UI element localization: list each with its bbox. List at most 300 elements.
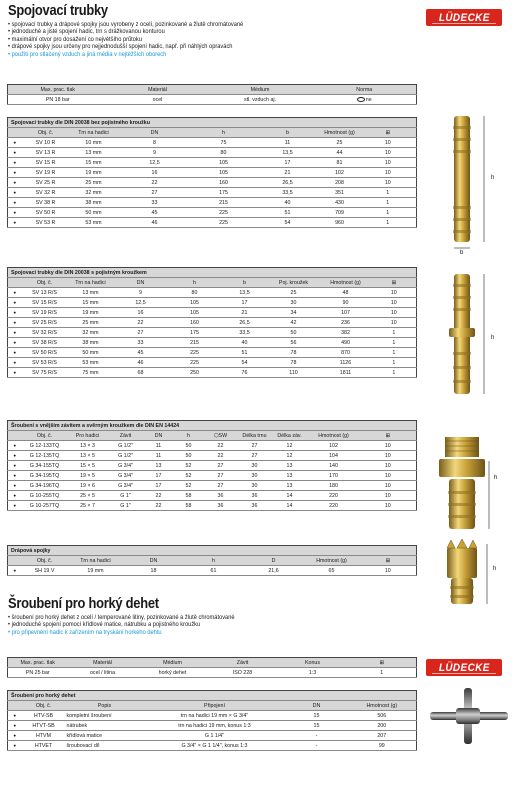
table-cell: 11 xyxy=(144,441,174,451)
feature-item: • jednoduché spojení pomocí křídlové matice, nátrubku a pojistného kroužku xyxy=(8,621,235,628)
col-header: h xyxy=(174,431,204,441)
table-row xyxy=(8,158,417,168)
table-cell: 33 xyxy=(118,198,192,208)
table-row xyxy=(8,338,417,348)
table-cell: SV 10 R xyxy=(22,138,70,148)
table-cell: SV 38 R xyxy=(22,198,70,208)
table-row xyxy=(8,368,417,378)
dim-h-label: h xyxy=(493,566,497,572)
col-header: h xyxy=(192,128,256,138)
table-row xyxy=(8,441,417,451)
table-cell: G 3/4" xyxy=(108,481,144,491)
table-cell: 30 xyxy=(268,298,320,308)
table-cell: 19 × 5 xyxy=(68,471,108,481)
dim-h-label: h xyxy=(491,175,495,181)
bullet-dot-icon xyxy=(8,318,22,328)
table-row xyxy=(8,308,417,318)
table-cell: 21 xyxy=(256,168,320,178)
table-caption: Spojovací trubky dle DIN 20038 s pojistným kroužkem xyxy=(8,268,417,278)
table-cell: G 1/2" xyxy=(108,451,144,461)
table-cell: 21,6 xyxy=(244,566,304,576)
table-cell: SV 50 R xyxy=(22,208,70,218)
table-cell: 25 xyxy=(320,138,360,148)
dim-h-label: h xyxy=(494,475,498,481)
table-cell: SV 32 R/S xyxy=(22,328,68,338)
table-cell: 25 mm xyxy=(70,178,118,188)
bullet-dot-icon xyxy=(8,168,22,178)
table-cell: 75 xyxy=(192,138,256,148)
table-row xyxy=(8,188,417,198)
col-header: b xyxy=(256,128,320,138)
feature-list-2 xyxy=(8,614,254,636)
table-cell: 19 mm xyxy=(68,308,114,318)
table-cell: G 3/4" xyxy=(108,471,144,481)
table-cell: 9 xyxy=(118,148,192,158)
col-header: Poj. kroužek xyxy=(268,278,320,288)
spec-value-row xyxy=(8,668,417,678)
logo-text: LÜDECKE xyxy=(438,11,490,24)
table-cell: 36 xyxy=(238,491,272,501)
spec-value: PN 25 bar xyxy=(8,668,68,678)
table-cell: 99 xyxy=(348,741,417,751)
table-cell: 21 xyxy=(222,308,268,318)
table-cell: HTVM xyxy=(22,731,66,741)
table-cell: 102 xyxy=(308,441,360,451)
table-body xyxy=(8,566,417,576)
table-cell: 160 xyxy=(192,178,256,188)
bullet-dot-icon xyxy=(8,491,22,501)
feature-item-highlight: • použití pro stlačený vzduch a jiná média v nejtěžších oborech xyxy=(8,51,243,58)
col-header: Hmotnost (g) xyxy=(348,701,417,711)
table-cell: 110 xyxy=(268,368,320,378)
col-header: Pro hadici xyxy=(68,431,108,441)
col-header: DN xyxy=(114,278,168,288)
table-row xyxy=(8,731,417,741)
table-row xyxy=(8,218,417,228)
table-cell: 80 xyxy=(192,148,256,158)
table-cell: 13 mm xyxy=(70,148,118,158)
table-cell: 12,5 xyxy=(114,298,168,308)
col-header: h xyxy=(184,556,244,566)
dim-b-label: b xyxy=(460,250,464,256)
table-cell: 351 xyxy=(320,188,360,198)
table-cell: 200 xyxy=(348,721,417,731)
table-cell: 215 xyxy=(192,198,256,208)
table-cell: 1 xyxy=(360,208,417,218)
table-cell: 25 mm xyxy=(68,318,114,328)
table-cell: 36 xyxy=(204,501,238,511)
table-cell: 10 xyxy=(360,138,417,148)
col-header: Obj. č. xyxy=(22,701,66,711)
table-sv-rs xyxy=(7,267,417,378)
table-cell: 22 xyxy=(118,178,192,188)
product-image-htv xyxy=(426,686,512,750)
spec-value: stl. vzduch aj. xyxy=(208,95,313,105)
table-cell: G 1/2" xyxy=(108,441,144,451)
table-cell: HTVET xyxy=(22,741,66,751)
logo-text: LÜDECKE xyxy=(438,661,490,674)
table-cell: 13,5 xyxy=(256,148,320,158)
table-body xyxy=(8,138,417,228)
bullet-dot-icon xyxy=(8,481,22,491)
col-header xyxy=(204,431,238,441)
spec-header: Materiál xyxy=(68,658,138,668)
section-title: Šroubení pro horký dehet xyxy=(8,595,159,612)
packing-icon: ⊞ xyxy=(360,431,417,441)
table-cell: 61 xyxy=(184,566,244,576)
table-cell: 34 xyxy=(268,308,320,318)
table-cell: 27 xyxy=(204,481,238,491)
table-cell: 1 xyxy=(372,338,417,348)
table-cell: 1 xyxy=(372,328,417,338)
table-cell: 175 xyxy=(192,188,256,198)
table-cell: 102 xyxy=(320,168,360,178)
table-cell: 52 xyxy=(174,471,204,481)
table-cell: 10 xyxy=(360,441,417,451)
dim-h-label: h xyxy=(491,335,495,341)
table-cell: SV 53 R xyxy=(22,218,70,228)
table-cell: 104 xyxy=(308,451,360,461)
table-cell: G 10-257TQ xyxy=(22,501,68,511)
table-cell: trn na hadici 19 mm × G 3/4" xyxy=(144,711,286,721)
col-header: Hmotnost (g) xyxy=(320,128,360,138)
table-cell: 19 × 6 xyxy=(68,481,108,491)
table-cell: 25 xyxy=(268,288,320,298)
table-cell: 13,5 xyxy=(222,288,268,298)
spec-header: Max. prac. tlak xyxy=(8,658,68,668)
table-cell: 45 xyxy=(118,208,192,218)
table-cell: 78 xyxy=(268,348,320,358)
table-cell: 13 xyxy=(272,471,308,481)
col-header: Délka záv. xyxy=(272,431,308,441)
table-cell: SH 19 V xyxy=(22,566,68,576)
table-cell: 1 xyxy=(372,348,417,358)
table-cell: 15 mm xyxy=(68,298,114,308)
table-body xyxy=(8,711,417,751)
bullet-dot-icon xyxy=(8,178,22,188)
table-cell: 25 × 5 xyxy=(68,491,108,501)
table-cell: SV 15 R/S xyxy=(22,298,68,308)
table-cell: 10 xyxy=(360,481,417,491)
table-cell: křídlová matice xyxy=(66,731,144,741)
table-cell: 76 xyxy=(222,368,268,378)
feature-item: • spojovací trubky a drápové spojky jsou vyrobeny z ocelí, pozinkované a žlutě chromátované xyxy=(8,21,243,28)
spec-header-row xyxy=(8,658,417,668)
table-row xyxy=(8,711,417,721)
table-cell: 44 xyxy=(320,148,360,158)
table-cell: 38 mm xyxy=(68,338,114,348)
table-body xyxy=(8,441,417,511)
table-cell: 78 xyxy=(268,358,320,368)
table-cell: 16 xyxy=(114,308,168,318)
table-caption: Šroubení s vnějším závitem a svěrným kroužkem dle DIN EN 14424 xyxy=(8,421,417,431)
table-cell: 50 xyxy=(174,451,204,461)
brand-logo-2 xyxy=(426,659,502,676)
packing-icon: ⊞ xyxy=(348,658,417,668)
table-cell: G 3/4" xyxy=(108,461,144,471)
table-cell: 50 xyxy=(268,328,320,338)
table-cell: 36 xyxy=(238,501,272,511)
col-header: Připojení xyxy=(144,701,286,711)
table-cell: 14 xyxy=(272,491,308,501)
table-cell: 382 xyxy=(320,328,372,338)
bullet-dot-icon xyxy=(8,148,22,158)
table-cell: SV 19 R xyxy=(22,168,70,178)
table-cell: 10 xyxy=(372,298,417,308)
col-header: Obj. č. xyxy=(22,431,68,441)
bullet-dot-icon xyxy=(8,501,22,511)
table-cell: HTVT-SB xyxy=(22,721,66,731)
col-header: Hmotnost (g) xyxy=(304,556,360,566)
table-cell: 52 xyxy=(174,481,204,491)
spec-header: Konus xyxy=(278,658,348,668)
table-cell: šroubovací díl xyxy=(66,741,144,751)
table-cell: G 10-255TQ xyxy=(22,491,68,501)
table-cell: 22 xyxy=(144,501,174,511)
table-row xyxy=(8,741,417,751)
table-row xyxy=(8,138,417,148)
table-sh xyxy=(7,545,417,576)
table-caption: Spojovací trubky dle DIN 20038 bez pojistného kroužku xyxy=(8,118,417,128)
table-row xyxy=(8,451,417,461)
table-cell: 19 mm xyxy=(70,168,118,178)
table-cell: 175 xyxy=(168,328,222,338)
product-image-sh xyxy=(433,538,493,608)
table-cell: G 12-135TQ xyxy=(22,451,68,461)
table-cell: 12 xyxy=(272,451,308,461)
col-header: D xyxy=(244,556,304,566)
table-cell: SV 13 R/S xyxy=(22,288,68,298)
bullet-dot-icon xyxy=(8,288,22,298)
table-cell: 50 mm xyxy=(70,208,118,218)
table-cell: 17 xyxy=(144,471,174,481)
table-cell: SV 15 R xyxy=(22,158,70,168)
table-cell: 220 xyxy=(308,501,360,511)
table-cell: 19 mm xyxy=(68,566,124,576)
spec-header: Médium xyxy=(138,658,208,668)
table-row xyxy=(8,208,417,218)
bullet-dot-icon xyxy=(8,368,22,378)
table-caption: Šroubení pro horký dehet xyxy=(8,691,417,701)
table-header-row xyxy=(8,431,417,441)
table-cell: 1 xyxy=(360,198,417,208)
table-cell: 1 xyxy=(360,218,417,228)
spec-header: Závit xyxy=(208,658,278,668)
col-header: Hmotnost (g) xyxy=(308,431,360,441)
col-header: h xyxy=(168,278,222,288)
col-header: b xyxy=(222,278,268,288)
table-cell: 225 xyxy=(192,208,256,218)
table-row xyxy=(8,491,417,501)
table-cell: 32 mm xyxy=(68,328,114,338)
spec-value-row xyxy=(8,95,417,105)
table-cell: 36 xyxy=(204,491,238,501)
table-header-row xyxy=(8,128,417,138)
table-cell: 170 xyxy=(308,471,360,481)
table-cell: 960 xyxy=(320,218,360,228)
table-cell: 220 xyxy=(308,491,360,501)
table-cell: 1 xyxy=(372,368,417,378)
table-cell: 22 xyxy=(114,318,168,328)
bullet-dot-icon xyxy=(8,208,22,218)
page-title: Spojovací trubky xyxy=(8,2,108,19)
table-cell: 709 xyxy=(320,208,360,218)
table-g-tq xyxy=(7,420,417,511)
table-cell: 1 xyxy=(372,358,417,368)
table-row xyxy=(8,288,417,298)
table-cell: 180 xyxy=(308,481,360,491)
bullet-dot-icon xyxy=(8,461,22,471)
bullet-dot-icon xyxy=(8,308,22,318)
table-cell: 15 × 5 xyxy=(68,461,108,471)
table-row xyxy=(8,168,417,178)
table-cell: 11 xyxy=(144,451,174,461)
col-header: DN xyxy=(144,431,174,441)
table-cell: 225 xyxy=(168,358,222,368)
bullet-dot-icon xyxy=(8,711,22,721)
table-cell: G 1" xyxy=(108,491,144,501)
table-cell: 45 xyxy=(114,348,168,358)
table-cell: 53 mm xyxy=(68,358,114,368)
table-cell: 22 xyxy=(144,491,174,501)
bullet-dot-icon xyxy=(8,471,22,481)
spec-table-2 xyxy=(7,657,417,678)
table-cell: 10 xyxy=(360,148,417,158)
table-cell: 10 xyxy=(360,178,417,188)
table-row xyxy=(8,721,417,731)
table-cell: 65 xyxy=(304,566,360,576)
table-cell: 75 mm xyxy=(68,368,114,378)
table-row xyxy=(8,348,417,358)
table-cell: 10 xyxy=(372,288,417,298)
table-cell: 250 xyxy=(168,368,222,378)
table-cell: 236 xyxy=(320,318,372,328)
table-cell: 27 xyxy=(204,461,238,471)
table-cell: 17 xyxy=(222,298,268,308)
table-cell: 10 xyxy=(372,308,417,318)
table-cell: 105 xyxy=(192,158,256,168)
col-header: Obj. č. xyxy=(22,556,68,566)
feature-item-highlight: • pro připevnění hadic k zařízením na tryskání horkého dehtu xyxy=(8,629,235,636)
table-cell: 54 xyxy=(256,218,320,228)
table-cell: 27 xyxy=(204,471,238,481)
table-cell: 10 xyxy=(360,451,417,461)
table-row xyxy=(8,471,417,481)
table-cell: 26,5 xyxy=(222,318,268,328)
bullet-dot-icon xyxy=(8,218,22,228)
bullet-dot-icon xyxy=(8,198,22,208)
feature-item: • jednoduché a jisté spojení hadic, trn s drážkovanou konturou xyxy=(8,28,243,35)
table-header-row xyxy=(8,701,417,711)
table-cell: G 12-133TQ xyxy=(22,441,68,451)
table-row xyxy=(8,318,417,328)
table-row xyxy=(8,328,417,338)
bullet-dot-icon xyxy=(8,451,22,461)
table-htv xyxy=(7,690,417,751)
table-cell: 38 mm xyxy=(70,198,118,208)
table-cell: 11 xyxy=(256,138,320,148)
table-cell: 1811 xyxy=(320,368,372,378)
col-header: Popis xyxy=(66,701,144,711)
table-cell: 33,5 xyxy=(256,188,320,198)
bullet-dot-icon xyxy=(8,741,22,751)
table-cell: 225 xyxy=(192,218,256,228)
spec-value: PN 18 bar xyxy=(8,95,108,105)
bullet-dot-icon xyxy=(8,338,22,348)
table-cell: HTV-SB xyxy=(22,711,66,721)
table-cell: 1 xyxy=(360,188,417,198)
table-row xyxy=(8,501,417,511)
table-cell: 15 xyxy=(286,721,348,731)
table-cell: 27 xyxy=(238,441,272,451)
table-cell: 33,5 xyxy=(222,328,268,338)
table-cell: 27 xyxy=(238,451,272,461)
spec-value: horký dehet xyxy=(138,668,208,678)
table-cell: 15 xyxy=(286,711,348,721)
table-header-row xyxy=(8,556,417,566)
table-cell: 40 xyxy=(256,198,320,208)
col-header: Délka trnu xyxy=(238,431,272,441)
table-cell: 13 mm xyxy=(68,288,114,298)
spec-value-text: ne xyxy=(365,96,372,103)
table-header-row xyxy=(8,278,417,288)
bullet-dot-icon xyxy=(8,158,22,168)
col-header: Závit xyxy=(108,431,144,441)
table-cell: 105 xyxy=(168,308,222,318)
product-image-g-tq xyxy=(433,433,493,533)
table-cell: 207 xyxy=(348,731,417,741)
table-cell: 13 × 3 xyxy=(68,441,108,451)
table-cell: 27 xyxy=(118,188,192,198)
table-cell: SV 19 R/S xyxy=(22,308,68,318)
table-cell: 50 xyxy=(174,441,204,451)
table-cell: 15 mm xyxy=(70,158,118,168)
table-cell: 10 xyxy=(372,318,417,328)
table-cell: 30 xyxy=(238,471,272,481)
col-header: Trn na hadici xyxy=(68,556,124,566)
wrench-icon: ⬡ xyxy=(213,432,219,439)
table-cell: 215 xyxy=(168,338,222,348)
table-body xyxy=(8,288,417,378)
table-row xyxy=(8,461,417,471)
table-cell: 58 xyxy=(174,501,204,511)
table-cell: 225 xyxy=(168,348,222,358)
bullet-dot-icon xyxy=(8,348,22,358)
packing-icon: ⊞ xyxy=(360,128,417,138)
bullet-dot-icon xyxy=(8,358,22,368)
table-cell: SV 75 R/S xyxy=(22,368,68,378)
table-cell: G 34-155TQ xyxy=(22,461,68,471)
table-cell: 140 xyxy=(308,461,360,471)
table-cell: 10 xyxy=(360,471,417,481)
spec-value: ISO 228 xyxy=(208,668,278,678)
table-cell: 1126 xyxy=(320,358,372,368)
table-row xyxy=(8,358,417,368)
table-cell: 13 xyxy=(272,481,308,491)
spec-value: ocel / litina xyxy=(68,668,138,678)
table-cell: 54 xyxy=(222,358,268,368)
table-cell: 13 xyxy=(144,461,174,471)
table-cell: 32 mm xyxy=(70,188,118,198)
no-oil-icon xyxy=(357,97,365,102)
table-cell: 12,5 xyxy=(118,158,192,168)
table-cell: nátrubek xyxy=(66,721,144,731)
table-cell: 105 xyxy=(168,298,222,308)
table-row xyxy=(8,198,417,208)
table-cell: 16 xyxy=(118,168,192,178)
bullet-dot-icon xyxy=(8,441,22,451)
table-row xyxy=(8,298,417,308)
